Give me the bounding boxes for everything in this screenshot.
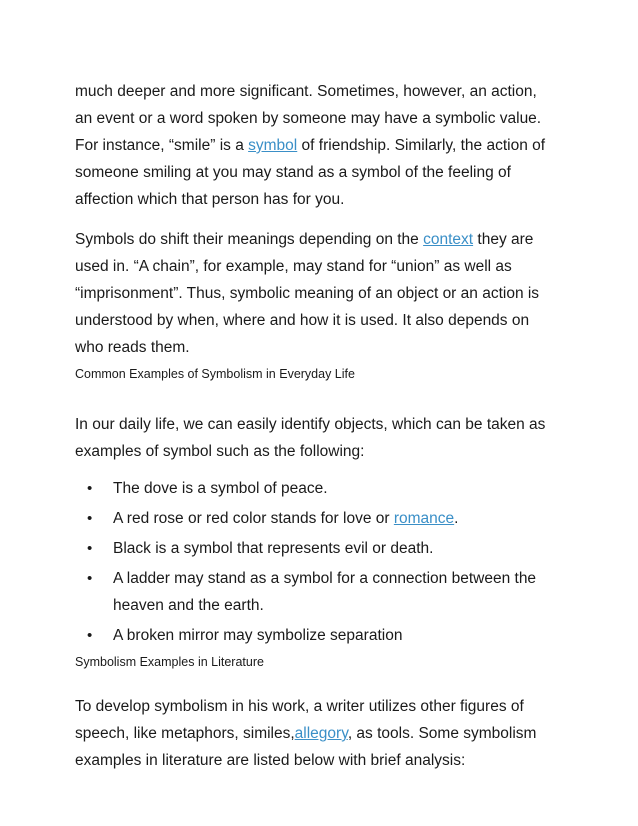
text-line: examples of symbol such as the following: (75, 443, 365, 460)
document-page (75, 78, 575, 774)
text-line: who reads them. (75, 339, 190, 356)
text-line: To develop symbolism in his work, a writer utilizes other figures of (75, 698, 524, 715)
text-line: examples in literature are listed below with brief analysis: (75, 752, 466, 769)
spacer (75, 383, 575, 411)
bullet-icon: • (87, 540, 93, 557)
symbol-examples-list (75, 475, 575, 649)
allegory-link[interactable]: allegory (294, 725, 348, 742)
list-item: • A red rose or red color stands for love or romance. (75, 505, 575, 532)
text-line: “imprisonment”. Thus, symbolic meaning of an object or an action is (75, 285, 540, 302)
context-link[interactable]: context (423, 231, 474, 248)
text-line: Symbols do shift their meanings depending on the (75, 231, 424, 248)
bullet-icon: • (87, 570, 93, 587)
romance-link[interactable]: romance (393, 510, 455, 527)
paragraph-context (75, 226, 575, 361)
list-item: • A ladder may stand as a symbol for a connection between the heaven and the earth. (75, 565, 575, 619)
paragraph-daily-life (75, 411, 575, 465)
symbol-link[interactable]: symbol (248, 137, 298, 154)
list-item: • The dove is a symbol of peace. (75, 475, 575, 502)
paragraph-symbol-meaning (75, 78, 575, 213)
bullet-icon: • (87, 627, 93, 644)
text-line: For instance, “smile” is a (75, 137, 249, 154)
text-line: someone smiling at you may stand as a symbol of the feeling of (75, 164, 511, 181)
text-line: affection which that person has for you. (75, 191, 345, 208)
text-line: much deeper and more significant. Sometimes, however, an action, (75, 83, 537, 100)
text-line: In our daily life, we can easily identify objects, which can be taken as (75, 416, 546, 433)
text-line: used in. “A chain”, for example, may stand for “union” as well as (75, 258, 512, 275)
text-line: they are (473, 231, 534, 248)
text-line: an event or a word spoken by someone may have a symbolic value. (75, 110, 542, 127)
text-line: understood by when, where and how it is used. It also depends on (75, 312, 530, 329)
section-heading-literature: Symbolism Examples in Literature (75, 655, 264, 669)
text-line: speech, like metaphors, similes, (75, 725, 295, 742)
text-line: of friendship. Similarly, the action of (297, 137, 546, 154)
spacer (75, 671, 575, 693)
section-heading-everyday-life: Common Examples of Symbolism in Everyday Life (75, 367, 355, 381)
text-line: , as tools. Some symbolism (347, 725, 537, 742)
bullet-icon: • (87, 480, 93, 497)
paragraph-literature (75, 693, 575, 774)
list-item: • Black is a symbol that represents evil or death. (75, 535, 575, 562)
bullet-icon: • (87, 510, 93, 527)
list-item: • A broken mirror may symbolize separation (75, 622, 575, 649)
